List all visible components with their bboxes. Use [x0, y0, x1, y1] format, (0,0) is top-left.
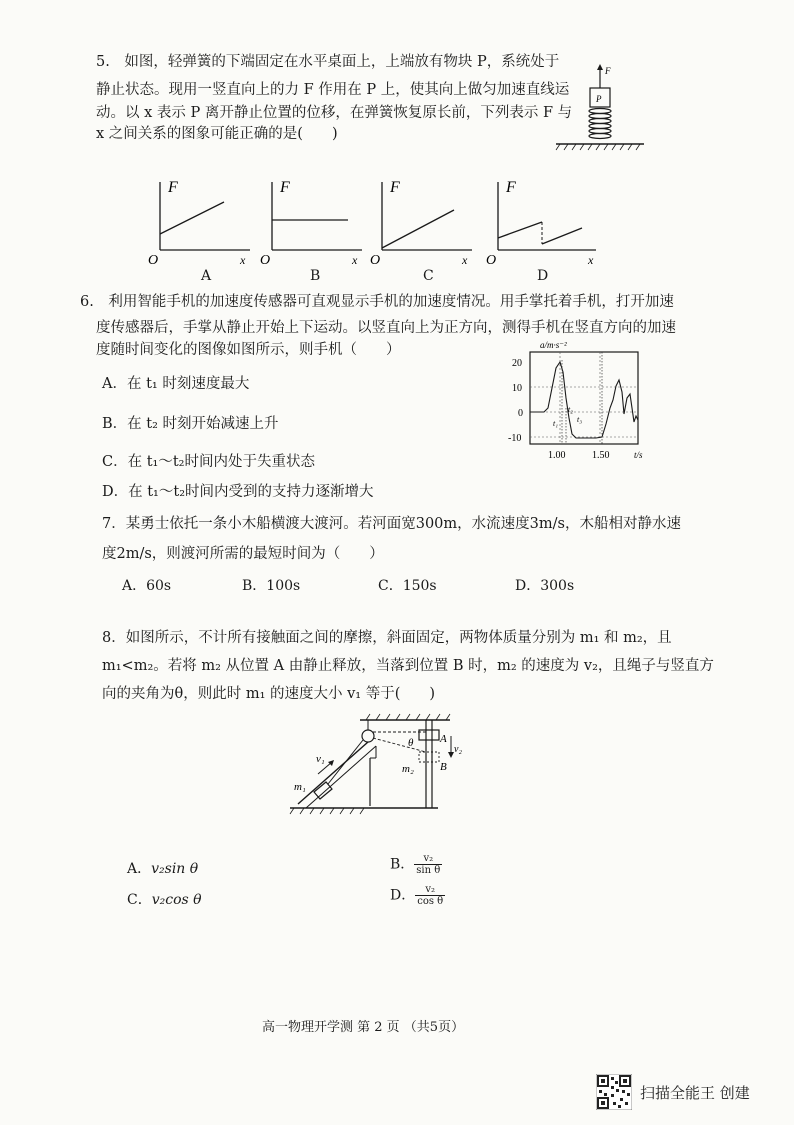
- q7-option-a: A．60s: [122, 578, 172, 594]
- accel-x-axis-label: t/s: [634, 450, 643, 460]
- accel-x-tick-100: 1.00: [548, 450, 566, 461]
- q8-option-b: [390, 853, 442, 876]
- accel-y-tick-20: 20: [512, 358, 522, 369]
- q7-option-c: C．150s: [378, 578, 437, 594]
- q8-option-a: [127, 860, 198, 878]
- graph-b-origin: O: [260, 253, 271, 267]
- accel-y-tick-neg10: -10: [508, 433, 522, 444]
- q8-line-3: 向的夹角为θ，则此时 m₁ 的速度大小 v₁ 等于( ): [102, 686, 436, 702]
- q8-line-1: 8．如图所示，不计所有接触面之间的摩擦，斜面固定，两物体质量分别为 m₁ 和 m₂，且: [102, 630, 672, 646]
- q6-line-1: 6. 利用智能手机的加速度传感器可直观显示手机的加速度情况。用手掌托着手机，打开加速: [80, 294, 674, 310]
- q6-option-b: B．在 t₂ 时刻开始减速上升: [102, 416, 279, 432]
- graph-d-option-label: D: [537, 268, 549, 284]
- graph-option-b: [252, 172, 367, 267]
- q7-option-d: D．300s: [515, 578, 575, 594]
- label-v1: v₁: [316, 753, 325, 765]
- block-m2-at-a: [419, 730, 439, 740]
- accel-marker-t3: t₃: [577, 415, 583, 424]
- graph-option-c: [362, 172, 477, 267]
- block-p-label: P: [596, 94, 602, 104]
- graph-d-x-label: x: [588, 253, 594, 267]
- graph-b-option-label: B: [310, 268, 321, 284]
- q8-option-b-prefix: B．: [390, 856, 415, 873]
- accel-curve: [530, 362, 638, 438]
- q8-option-a-prefix: A．: [127, 861, 152, 877]
- graph-b-y-label: F: [280, 179, 290, 196]
- block-m1: [314, 782, 332, 799]
- q8-option-d-prefix: D．: [390, 887, 416, 904]
- q8-option-d: [390, 884, 445, 907]
- graph-d-origin: O: [486, 253, 497, 267]
- accel-y-tick-10: 10: [512, 383, 522, 394]
- graph-b-x-label: x: [352, 253, 358, 267]
- graph-c-line: [382, 210, 454, 248]
- page-footer: 高一物理开学测 第 2 页 （共5页）: [262, 1020, 465, 1035]
- q8-option-b-numerator: v₂: [414, 853, 442, 865]
- accel-y-tick-0: 0: [518, 408, 523, 419]
- q8-option-d-numerator: v₂: [415, 884, 445, 896]
- graph-a-option-label: A: [201, 268, 212, 284]
- block-m2-at-b: [419, 752, 439, 762]
- q6-option-a: A．在 t₁ 时刻速度最大: [102, 376, 250, 392]
- graph-d-y-label: F: [506, 179, 516, 196]
- q8-option-c: [127, 891, 202, 909]
- spring-block-figure: [552, 62, 648, 154]
- label-theta: θ: [408, 737, 414, 749]
- q8-option-a-text: v₂sin θ: [151, 861, 199, 877]
- incline-pulley-figure: [288, 712, 463, 822]
- label-b: B: [440, 761, 447, 773]
- graph-a-line: [160, 202, 224, 234]
- acceleration-time-graph: [500, 338, 650, 468]
- spring-coils: [589, 109, 611, 139]
- accel-marker-t1: t₁: [553, 419, 559, 428]
- label-m2: m₂: [402, 763, 414, 775]
- q5-line-1: 5. 如图，轻弹簧的下端固定在水平桌面上，上端放有物块 P，系统处于: [96, 54, 560, 70]
- watermark-text: 扫描全能王 创建: [640, 1084, 750, 1102]
- label-m1: m₁: [294, 781, 306, 793]
- qr-code-icon: [596, 1074, 632, 1110]
- q8-line-2: m₁<m₂。若将 m₂ 从位置 A 由静止释放，当落到位置 B 时，m₂ 的速度为 v₂，且绳子与竖直方: [102, 658, 714, 674]
- q7-option-b: B．100s: [242, 578, 301, 594]
- accel-y-axis-label: a/m·s⁻²: [540, 340, 567, 350]
- graph-d-line-2: [542, 228, 582, 244]
- force-f-label: F: [605, 66, 611, 76]
- graph-option-a: [140, 172, 255, 267]
- q8-option-c-prefix: C．: [127, 892, 152, 908]
- label-a: A: [440, 733, 447, 745]
- q8-option-d-fraction: [415, 884, 445, 907]
- pulley: [362, 730, 374, 742]
- q8-option-d-denominator: cos θ: [417, 896, 444, 907]
- graph-a-y-label: F: [168, 179, 178, 196]
- graph-c-option-label: C: [423, 268, 434, 284]
- accel-marker-t2: t₂: [568, 405, 574, 414]
- q8-option-c-text: v₂cos θ: [151, 892, 202, 908]
- q8-option-b-fraction: [414, 853, 442, 876]
- graph-c-y-label: F: [390, 179, 400, 196]
- q7-line-2: 度2m/s，则渡河所需的最短时间为（ ）: [102, 546, 384, 562]
- graph-a-x-label: x: [240, 253, 246, 267]
- label-v2: v₂: [454, 744, 462, 755]
- graph-d-line-1: [498, 222, 542, 238]
- graph-option-d: [478, 172, 603, 267]
- q6-line-3: 度随时间变化的图像如图所示，则手机（ ）: [96, 342, 401, 358]
- graph-a-origin: O: [148, 253, 159, 267]
- accel-x-tick-150: 1.50: [592, 450, 610, 461]
- q5-line-3: 动。以 x 表示 P 离开静止位置的位移，在弹簧恢复原长前，下列表示 F 与: [96, 105, 573, 121]
- graph-c-origin: O: [370, 253, 381, 267]
- accel-graph-frame: [530, 352, 638, 444]
- q6-option-d: D．在 t₁～t₂时间内受到的支持力逐渐增大: [102, 484, 374, 500]
- q5-line-2: 静止状态。现用一竖直向上的力 F 作用在 P 上，使其向上做匀加速直线运: [96, 82, 570, 98]
- q6-line-2: 度传感器后，手掌从静止开始上下运动。以竖直向上为正方向，测得手机在竖直方向的加速: [96, 320, 676, 336]
- q8-option-b-denominator: sin θ: [416, 865, 441, 876]
- q7-line-1: 7．某勇士依托一条小木船横渡大渡河。若河面宽300m，水流速度3m/s，木船相对静水速: [102, 516, 681, 532]
- q6-option-c: C．在 t₁～t₂时间内处于失重状态: [102, 454, 315, 470]
- graph-c-x-label: x: [462, 253, 468, 267]
- q5-line-4: x 之间关系的图象可能正确的是( ): [96, 126, 338, 142]
